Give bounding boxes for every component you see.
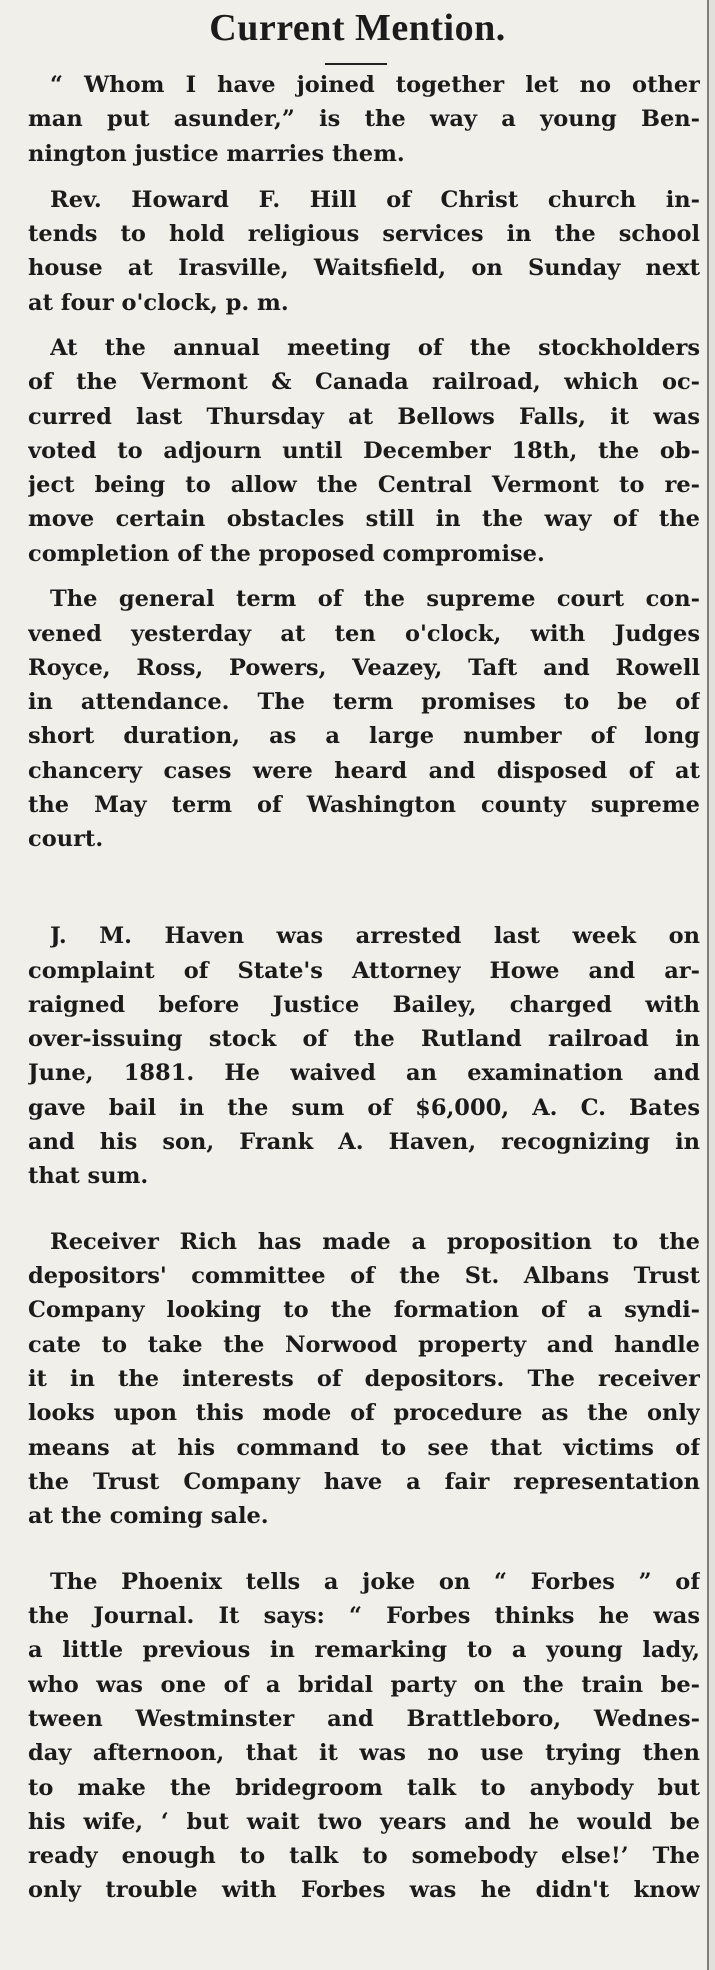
text-line: Company looking to the formation of a syndi- xyxy=(28,1297,700,1323)
text-line: June, 1881. He waived an examination and xyxy=(28,1060,700,1086)
text-line: ject being to allow the Central Vermont to re- xyxy=(28,472,700,498)
text-line: ready enough to talk to somebody else!’ The xyxy=(28,1843,700,1869)
text-line: his wife, ‘ but wait two years and he would be xyxy=(28,1809,700,1835)
text-line: at four o'clock, p. m. xyxy=(28,290,289,316)
text-line: short duration, as a large number of long xyxy=(28,723,700,749)
text-line: the Journal. It says: “ Forbes thinks he was xyxy=(28,1603,700,1629)
text-line: The general term of the supreme court con- xyxy=(50,586,700,612)
text-line: house at Irasville, Waitsfield, on Sunday next xyxy=(28,255,700,281)
text-line: voted to adjourn until December 18th, the ob- xyxy=(28,438,700,464)
text-line: move certain obstacles still in the way of the xyxy=(28,506,700,532)
text-line: Royce, Ross, Powers, Veazey, Taft and Rowell xyxy=(28,655,700,681)
text-line: complaint of State's Attorney Howe and ar- xyxy=(28,958,700,984)
text-line: At the annual meeting of the stockholders xyxy=(50,335,700,361)
text-line: Rev. Howard F. Hill of Christ church in- xyxy=(50,187,700,213)
text-line: only trouble with Forbes was he didn't know xyxy=(28,1877,700,1903)
text-line: to make the bridegroom talk to anybody but xyxy=(28,1775,700,1801)
text-line: cate to take the Norwood property and handle xyxy=(28,1332,700,1358)
text-line: in attendance. The term promises to be of xyxy=(28,689,700,715)
text-line: “ Whom I have joined together let no other xyxy=(50,72,700,98)
text-line: court. xyxy=(28,826,104,852)
text-line: tends to hold religious services in the school xyxy=(28,221,700,247)
text-line: The Phoenix tells a joke on “ Forbes ” of xyxy=(50,1569,700,1595)
heading-rule xyxy=(325,63,387,65)
text-line: tween Westminster and Brattleboro, Wednes- xyxy=(28,1706,700,1732)
text-line: curred last Thursday at Bellows Falls, it was xyxy=(28,404,700,430)
text-line: the Trust Company have a fair representation xyxy=(28,1469,700,1495)
text-line: day afternoon, that it was no use trying then xyxy=(28,1740,700,1766)
text-line: who was one of a bridal party on the train be- xyxy=(28,1672,700,1698)
text-line: Receiver Rich has made a proposition to the xyxy=(50,1229,700,1255)
text-line: nington justice marries them. xyxy=(28,141,405,167)
text-line: that sum. xyxy=(28,1163,149,1189)
text-line: means at his command to see that victims of xyxy=(28,1435,700,1461)
article-heading: Current Mention. xyxy=(209,7,506,49)
text-line: over-issuing stock of the Rutland railroad in xyxy=(28,1026,700,1052)
text-line: vened yesterday at ten o'clock, with Judges xyxy=(28,621,700,647)
text-line: man put asunder,” is the way a young Ben- xyxy=(28,106,700,132)
text-line: of the Vermont & Canada railroad, which oc- xyxy=(28,369,700,395)
text-line: chancery cases were heard and disposed of at xyxy=(28,758,700,784)
text-line: at the coming sale. xyxy=(28,1503,269,1529)
text-line: a little previous in remarking to a young lady, xyxy=(28,1637,700,1663)
column-edge xyxy=(709,0,715,1970)
text-line: looks upon this mode of procedure as the only xyxy=(28,1400,700,1426)
text-line: completion of the proposed compromise. xyxy=(28,541,545,567)
text-line: gave bail in the sum of $6,000, A. C. Bates xyxy=(28,1095,700,1121)
text-line: the May term of Washington county supreme xyxy=(28,792,700,818)
text-line: and his son, Frank A. Haven, recognizing in xyxy=(28,1129,700,1155)
text-line: J. M. Haven was arrested last week on xyxy=(50,923,700,949)
text-line: it in the interests of depositors. The receiver xyxy=(28,1366,700,1392)
text-line: raigned before Justice Bailey, charged with xyxy=(28,992,700,1018)
text-line: depositors' committee of the St. Albans Trust xyxy=(28,1263,700,1289)
column-rule xyxy=(707,0,709,1970)
